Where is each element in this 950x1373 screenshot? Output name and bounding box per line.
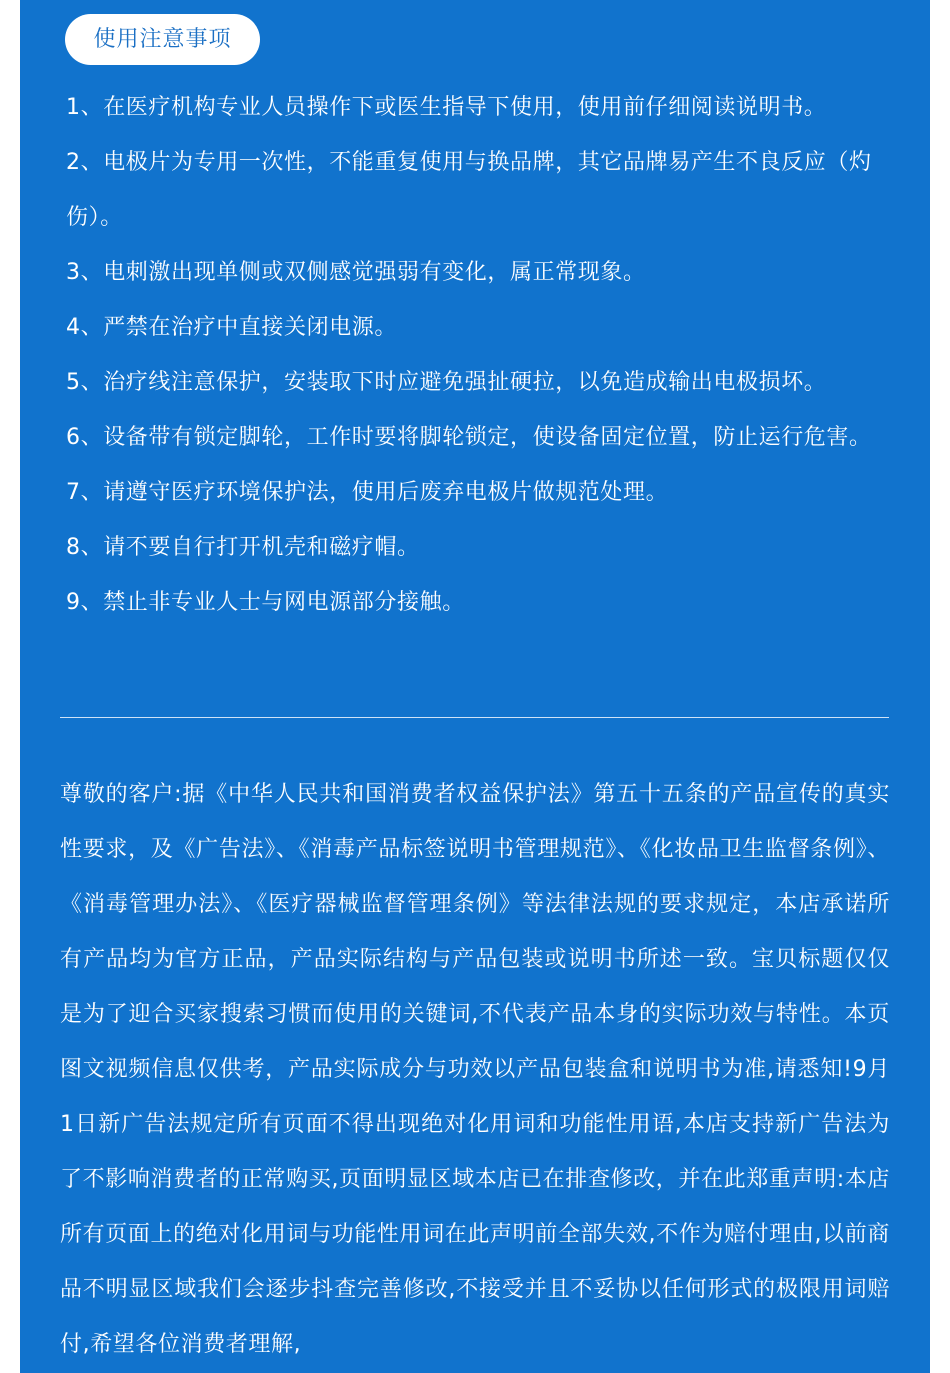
note-item: 3、电刺激出现单侧或双侧感觉强弱有变化，属正常现象。	[66, 260, 646, 285]
note-item: 4、严禁在治疗中直接关闭电源。	[66, 315, 397, 340]
disclaimer-paragraph: 尊敬的客户:据《中华人民共和国消费者权益保护法》第五十五条的产品宣传的真实性要求，及《广告法》、《消毒产品标签说明书管理规范》、《化妆品卫生监督条例》、《消毒管理办法》、《医疗器械监督管理条例》等法律法规的要求规定，本店承诺所有产品均为官方正品，产品实际结构与产品包装或说明书所述一致。宝贝标题仅仅是为了迎合买家搜索习惯而使用的关键词,不代表产品本身的实际功效与特性。本页图文视频信息仅供考，产品实际成分与功效以产品包装盒和说明书为准,请悉知!9月1日新广告法规定所有页面不得出现绝对化用词和功能性用语,本店支持新广告法为了不影响消费者的正常购买,页面明显区域本店已在排查修改，并在此郑重声明:本店所有页面上的绝对化用词与功能性用词在此声明前全部失效,不作为赔付理由,以前商品不明显区域我们会逐步抖查完善修改,不接受并且不妥协以任何形式的极限用词赔付,希望各位消费者理解,	[60, 782, 890, 1357]
note-item: 8、请不要自行打开机壳和磁疗帽。	[66, 535, 420, 560]
section-divider	[60, 717, 889, 718]
usage-notes-list	[66, 80, 896, 630]
notice-panel	[20, 0, 930, 1373]
note-item: 5、治疗线注意保护，安装取下时应避免强扯硬拉，以免造成输出电极损坏。	[66, 370, 827, 395]
note-item: 7、请遵守医疗环境保护法，使用后废弃电极片做规范处理。	[66, 480, 669, 505]
note-item: 9、禁止非专业人士与网电源部分接触。	[66, 590, 465, 615]
note-item: 6、设备带有锁定脚轮，工作时要将脚轮锁定，使设备固定位置，防止运行危害。	[66, 425, 872, 450]
note-item: 2、电极片为专用一次性，不能重复使用与换品牌，其它品牌易产生不良反应（灼伤）。	[66, 150, 872, 230]
note-item: 1、在医疗机构专业人员操作下或医生指导下使用，使用前仔细阅读说明书。	[66, 95, 827, 120]
section-title-badge: 使用注意事项	[65, 14, 260, 65]
